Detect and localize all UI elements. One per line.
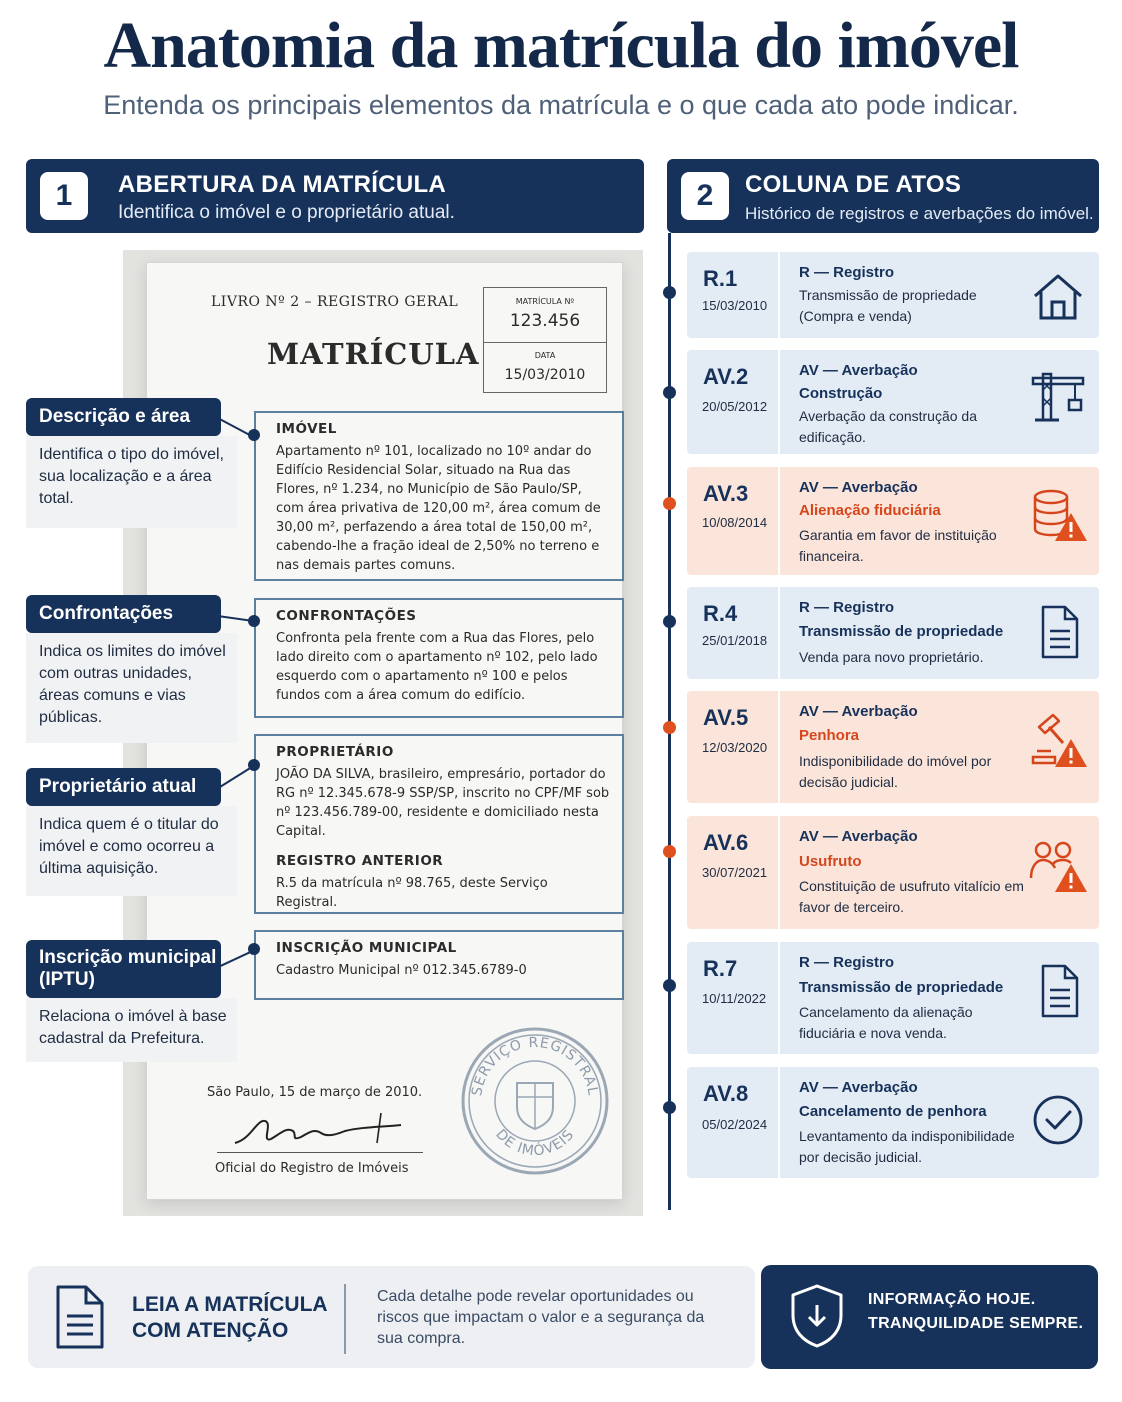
coins-warning-icon (1029, 487, 1087, 545)
callout-title: Confrontações (26, 595, 221, 633)
page-title: Anatomia da matrícula do imóvel (103, 9, 1019, 82)
act-name: Transmissão de propriedade (799, 979, 1004, 996)
connector-dot (248, 759, 260, 771)
callout-text: Indica quem é o titular do imóvel e como ocorreu a última aquisição. (26, 806, 237, 896)
document-icon (52, 1284, 108, 1350)
act-divider (778, 691, 780, 803)
matricula-date-value: 15/03/2010 (504, 367, 586, 383)
act-name: Construção (799, 385, 883, 402)
timeline-dot-warning (663, 497, 676, 510)
act-description: Averbação da construção da edificação. (799, 408, 977, 445)
callout-title: Descrição e área (26, 398, 221, 436)
footer-text: Cada detalhe pode revelar oportunidades ou riscos que impactam o valor e a segurança da sua compra. (377, 1288, 705, 1347)
act-date: 10/11/2022 (702, 991, 767, 1006)
act-date: 20/05/2012 (702, 399, 768, 414)
act-type: AV — Averbação (799, 479, 918, 496)
act-description: Indisponibilidade do imóvel por decisão judicial. (799, 753, 992, 790)
section-number: 2 (681, 172, 729, 220)
act-type: R — Registro (799, 264, 895, 281)
house-icon (1029, 268, 1087, 326)
document-icon (1029, 603, 1087, 661)
callout-text: Relaciona o imóvel à base cadastral da Prefeitura. (26, 998, 237, 1062)
proprietario-box (254, 734, 624, 914)
matricula-date-label: DATA (534, 351, 556, 360)
act-divider (778, 942, 780, 1054)
registro-anterior-heading: REGISTRO ANTERIOR (276, 853, 444, 869)
act-description: Transmissão de propriedade (Compra e venda) (799, 287, 977, 324)
timeline-dot-warning (663, 845, 676, 858)
document-book-label: LIVRO Nº 2 – REGISTRO GERAL (211, 294, 459, 310)
act-date: 12/03/2020 (702, 740, 768, 755)
act-divider (778, 467, 780, 575)
confrontacoes-heading: CONFRONTAÇÕES (276, 608, 417, 624)
act-description: Garantia em favor de instituição financeira. (799, 527, 997, 564)
act-name: Usufruto (799, 853, 862, 870)
act-code: AV.8 (703, 1081, 749, 1106)
act-code: R.4 (703, 601, 738, 626)
act-type: AV — Averbação (799, 828, 918, 845)
signature-line (217, 1152, 423, 1153)
imovel-box (254, 411, 624, 581)
act-card-r1 (687, 252, 1099, 338)
meta-divider (484, 342, 606, 343)
footer-slogan (868, 1288, 1083, 1336)
inscricao-box (254, 930, 624, 1000)
callout-text: Identifica o tipo do imóvel, sua localização e a área total. (26, 436, 237, 528)
act-date: 05/02/2024 (702, 1117, 768, 1132)
act-code: AV.2 (703, 364, 749, 389)
proprietario-heading: PROPRIETÁRIO (276, 744, 394, 760)
act-type: AV — Averbação (799, 362, 918, 379)
footer-divider (344, 1284, 346, 1354)
footer-tip-panel (28, 1266, 755, 1368)
act-name: Penhora (799, 727, 860, 744)
connector-dot (248, 615, 260, 627)
section-subtitle: Identifica o imóvel e o proprietário atual. (118, 202, 455, 223)
shield-icon (789, 1283, 845, 1349)
imovel-heading: IMÓVEL (276, 421, 337, 437)
act-name: Transmissão de propriedade (799, 623, 1004, 640)
act-card-av2 (687, 350, 1099, 454)
act-name: Alienação fiduciária (799, 502, 941, 519)
section-title: ABERTURA DA MATRÍCULA (118, 171, 447, 198)
act-type: R — Registro (799, 599, 895, 616)
check-circle-icon (1029, 1091, 1087, 1149)
act-type: R — Registro (799, 954, 895, 971)
footer-lead-line2: COM ATENÇÃO (132, 1319, 289, 1342)
signature-icon (231, 1109, 411, 1149)
section-title: COLUNA DE ATOS (745, 171, 962, 198)
act-code: R.7 (703, 956, 738, 981)
act-card-av6 (687, 816, 1099, 929)
act-card-r4 (687, 587, 1099, 679)
act-name: Cancelamento de penhora (799, 1103, 987, 1120)
act-code: AV.6 (703, 830, 749, 855)
act-card-av3 (687, 467, 1099, 575)
act-divider (778, 816, 780, 929)
timeline-dot (663, 286, 676, 299)
document-place-date: São Paulo, 15 de março de 2010. (207, 1085, 423, 1100)
act-divider (778, 252, 780, 338)
act-code: AV.3 (703, 481, 749, 506)
act-description: Venda para novo proprietário. (799, 649, 984, 665)
act-card-r7 (687, 942, 1099, 1054)
timeline-dot (663, 979, 676, 992)
section-header-atos (667, 159, 1099, 233)
document-title: MATRÍCULA (267, 337, 480, 371)
proprietario-text: JOÃO DA SILVA, brasileiro, empresário, portador do RG nº 12.345.678-9 SSP/SP, inscrito no CPF/MF sob nº 123.456.789-00, residente e domiciliado nesta Capital. (276, 767, 610, 839)
act-code: R.1 (703, 266, 738, 291)
act-divider (778, 587, 780, 679)
act-card-av5 (687, 691, 1099, 803)
crane-icon (1029, 366, 1087, 424)
inscricao-text: Cadastro Municipal nº 012.345.6789-0 (276, 963, 527, 978)
section-number: 1 (40, 172, 88, 220)
act-date: 10/08/2014 (702, 515, 768, 530)
footer-lead-line1: LEIA A MATRÍCULA (132, 1293, 328, 1316)
matricula-number-value: 123.456 (509, 311, 581, 331)
act-divider (778, 1067, 780, 1178)
act-type: AV — Averbação (799, 703, 918, 720)
document-official: Oficial do Registro de Imóveis (215, 1161, 409, 1176)
callout-title: Proprietário atual (26, 768, 221, 806)
section-header-abertura (26, 159, 644, 233)
footer-slogan-line2: TRANQUILIDADE SEMPRE. (868, 1315, 1084, 1332)
page-subtitle: Entenda os principais elementos da matrícula e o que cada ato pode indicar. (103, 90, 1019, 120)
act-date: 30/07/2021 (702, 865, 768, 880)
act-description: Levantamento da indisponibilidade por decisão judicial. (799, 1128, 1015, 1165)
connector-dot (248, 429, 260, 441)
svg-text:DE IMÓVEIS: DE IMÓVEIS (492, 1126, 578, 1160)
timeline-dot (663, 615, 676, 628)
act-card-av8 (687, 1067, 1099, 1178)
callout-title: Inscrição municipal (IPTU) (26, 940, 221, 998)
act-date: 25/01/2018 (702, 633, 768, 648)
act-type: AV — Averbação (799, 1079, 918, 1096)
footer-slogan-line1: INFORMAÇÃO HOJE. (868, 1291, 1036, 1308)
section-subtitle: Histórico de registros e averbações do imóvel. (745, 204, 1094, 223)
act-divider (778, 350, 780, 454)
document-meta-box (483, 287, 607, 393)
act-description: Cancelamento da alienação fiduciária e nova venda. (799, 1004, 973, 1041)
imovel-text: Apartamento nº 101, localizado no 10º andar do Edifício Residencial Solar, situado na Rua das Flores, nº 1.234, no Município de São Paulo/SP, com área privativa de 120,00 m², área comum de 30,00 m², perfazendo a área total de 150,00 m², cabendo-lhe a fração ideal de 2,50% no terreno e nas demais partes comuns. (276, 444, 601, 573)
matricula-number-label: MATRÍCULA Nº (515, 297, 575, 306)
timeline-dot-warning (663, 721, 676, 734)
people-warning-icon (1029, 838, 1087, 896)
connector-dot (248, 943, 260, 955)
gavel-warning-icon (1029, 713, 1087, 771)
confrontacoes-text: Confronta pela frente com a Rua das Flores, pelo lado direito com o apartamento nº 102, pelo lado esquerdo com o apartamento nº 100 e pelos fundos com a área comum do edifício. (276, 631, 598, 703)
act-description: Constituição de usufruto vitalício em favor de terceiro. (799, 878, 1024, 915)
seal-stamp-icon (459, 1025, 611, 1177)
timeline-dot (663, 386, 676, 399)
confrontacoes-box (254, 598, 624, 718)
act-code: AV.5 (703, 705, 749, 730)
svg-text:SERVIÇO REGISTRAL: SERVIÇO REGISTRAL (469, 1034, 601, 1098)
callout-text: Indica os limites do imóvel com outras unidades, áreas comuns e vias públicas. (26, 633, 237, 743)
inscricao-heading: INSCRIÇÃO MUNICIPAL (276, 940, 457, 956)
footer-slogan-panel (761, 1265, 1098, 1369)
timeline-dot (663, 1101, 676, 1114)
footer-lead (132, 1292, 328, 1344)
document-icon (1029, 962, 1087, 1020)
registro-anterior-text: R.5 da matrícula nº 98.765, deste Serviço Registral. (276, 876, 548, 910)
act-date: 15/03/2010 (702, 298, 768, 313)
